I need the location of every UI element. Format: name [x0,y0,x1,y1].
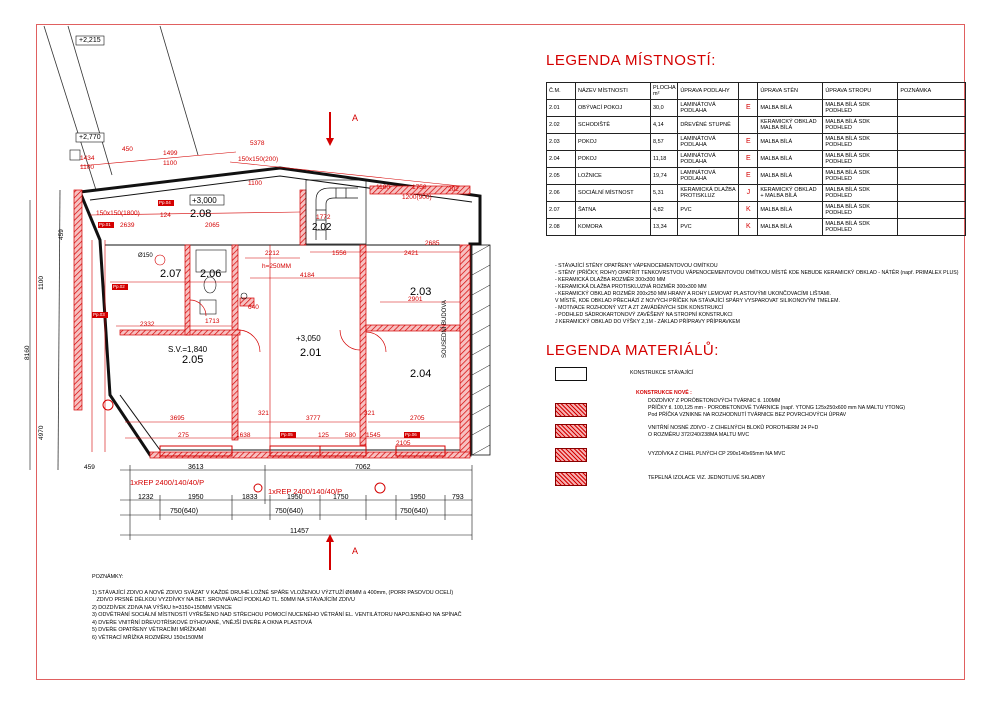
dim: 202 [448,186,459,193]
height-label: h=250MM [262,263,292,270]
outer-walls [80,168,480,455]
table-row [547,100,966,117]
table-cell-code: E [739,100,758,117]
table-cell-name: KOMORA [576,219,651,236]
table-cell-walls: MALBA BÍLÁ [758,151,823,168]
dim: 3695 [170,415,185,422]
room-label-204: 2.04 [410,368,432,380]
table-cell-note [898,168,966,185]
material-label: DOZDÍVKY Z PORÓBETONOVÝCH TVÁRNIC tl. 100MM PŘÍČKY tl. 100,125 mm - POROBETONOVÉ TVÁRNICE (např. YTONG 125x250x600 mm NA MALTU YTONG) Pod PŘÍČKA VZNIKNE NA ROZHODNUTÍ TVÁRNICE BEZ POVRCHOVÝCH ÚPRAV [648,398,905,418]
dim: 321 [364,410,375,417]
table-cell-floor: LAMINÁTOVÁ PODLAHA [678,134,739,151]
table-cell-area: 5,31 [651,185,678,202]
pp-label: Pp.05 [281,432,293,437]
staircase [306,180,366,244]
col-header: ÚPRAVA PODLAHY [678,83,739,100]
note-line: J KERAMICKÝ OBKLAD DO VÝŠKY 2,1M - ZÁKLAD PŘÍPRAVY PŘÍPRAVKEM [555,319,740,325]
neighbor-building [472,245,490,455]
table-row [547,117,966,134]
window-label-top: 150x150(200) [238,156,279,163]
table-cell-area: 4,14 [651,117,678,134]
table-cell-area: 19,74 [651,168,678,185]
dim-left: 1100 [38,276,45,290]
swatch-new [555,403,587,417]
table-cell-num: 2.05 [547,168,576,185]
dim: 2065 [205,222,220,229]
dim-bottom: 3613 [188,464,204,471]
table-cell-note [898,151,966,168]
window-label-bottom-right: 1xREP 2400/140/40/P [268,487,343,496]
legend-materials-title: LEGENDA MATERIÁLŮ: [546,342,719,359]
table-cell-name: OBÝVACÍ POKOJ [576,100,651,117]
note-line: - MOTIVACE ROZHODNÝ VZT A ZT ZAVÁDĚNÝCH SDK KONSTRUKCÍ [555,305,724,311]
dim: 2639 [120,222,135,229]
terrain-lines [44,26,198,470]
table-cell-note [898,100,966,117]
table-cell-num: 2.02 [547,117,576,134]
table-cell-code: K [739,219,758,236]
dim: 275 [178,432,189,439]
table-cell-area: 11,18 [651,151,678,168]
col-header [739,83,758,100]
table-cell-walls: MALBA BÍLÁ [758,100,823,117]
table-cell-note [898,219,966,236]
note-line: - KERAMICKÁ DLAŽBA ROZMĚR 300x300 MM [555,277,666,283]
table-cell-walls: MALBA BÍLÁ [758,168,823,185]
dim: 2105 [396,440,411,447]
legend-rooms-title: LEGENDA MÍSTNOSTÍ: [546,52,716,69]
dim: 1100 [376,184,390,191]
table-cell-walls: KERAMICKÝ OBKLAD + MALBA BÍLÁ [758,185,823,202]
level-2: +2,770 [79,134,101,141]
col-header: Č.M. [547,83,576,100]
material-label: TEPELNÁ IZOLACE VIZ. JEDNOTLIVÉ SKLADBY [648,475,766,481]
material-label: VNITŘNÍ NOSNÉ ZDIVO - Z CIHELNÝCH BLOKŮ POROTHERM 24 P+D O ROZMĚRU 372/240/238MA MALTU MVC [648,425,819,438]
table-cell-floor: LAMINÁTOVÁ PODLAHA [678,168,739,185]
col-header: ÚPRAVA STROPU [823,83,898,100]
table-cell-num: 2.01 [547,100,576,117]
table-row [547,168,966,185]
poznamka-line: 1) STÁVAJÍCÍ ZDIVO A NOVÉ ZDIVO SVÁZAT V KAŽDÉ DRUHÉ LOŽNÉ SPÁŘE VLOŽENOU VÝZTUŽÍ Ø6MM á 400mm, (PORR PASOVOU OCELÍ) [92,589,454,596]
poznamka-line: 6) VĚTRACÍ MŘÍŽKA ROZMĚRU 150x150MM [92,634,204,641]
level-3: +3,000 [192,196,217,205]
room-label-202: 2.02 [312,222,332,233]
col-header: NÁZEV MÍSTNOSTI [576,83,651,100]
table-cell-note [898,117,966,134]
col-header: POZNÁMKA [898,83,966,100]
dim-bottom: 1833 [242,494,258,501]
dim: 4184 [300,272,315,279]
dim-bottom: 750(640) [275,508,304,515]
poznamka-line: 4) DVEŘE VNITŘNÍ DŘEVOTŘÍSKOVÉ DÝHOVANÉ, VNĚJŠÍ DVEŘE A OKNA PLASTOVÁ [92,619,312,626]
pp-label: Pp.03 [93,312,105,317]
notes-title: POZNÁMKY: [92,574,124,580]
table-cell-area: 4,82 [651,202,678,219]
dim: 1638 [236,432,251,439]
notes-block [92,574,512,642]
dim: 125 [318,432,329,439]
table-cell-num: 2.04 [547,151,576,168]
material-heading: KONSTRUKCE NOVÉ : [636,390,692,396]
window-label-right: 1200(900) [402,194,432,201]
swatch-cp [555,448,587,462]
section-mark-top: A [352,113,359,123]
table-cell-ceiling: MALBA BÍLÁ SDK PODHLED [823,100,898,117]
pp-label: Pp.02 [113,284,125,289]
dim: 124 [160,212,171,219]
dim: 2685 [425,240,440,247]
table-row [547,185,966,202]
general-notes [555,263,965,326]
swatch-existing [555,367,587,381]
table-cell-num: 2.08 [547,219,576,236]
table-cell-walls: MALBA BÍLÁ [758,219,823,236]
table-cell-walls: MALBA BÍLÁ [758,202,823,219]
room-label-201: 2.01 [300,347,322,359]
note-line: - KERAMICKÝ OBKLAD ROZMĚR 200x250 MM HRANY A ROHY LEMOVAT PLASTOVÝMI UKONČOVACÍMI LIŠTAMI. [555,291,831,297]
dim: 1100 [248,180,262,187]
dim: 1545 [366,432,381,439]
dim: 2901 [408,296,423,303]
dim-bottom: 793 [452,494,464,501]
dim: 321 [258,410,269,417]
table-cell-floor: DŘEVĚNÉ STUPNĚ [678,117,739,134]
room-label-205: 2.05 [182,354,204,366]
table-cell-code: E [739,151,758,168]
room-label-203: 2.03 [410,286,432,298]
neighbor-building-label: SOUSEDNÍ BUDOVA [442,300,448,358]
table-cell-code: K [739,202,758,219]
table-cell-note [898,202,966,219]
room-label-207: 2.07 [160,268,182,280]
table-cell-num: 2.07 [547,202,576,219]
dim: 580 [345,432,356,439]
table-cell-ceiling: MALBA BÍLÁ SDK PODHLED [823,117,898,134]
note-line: - STÁVAJÍCÍ STĚNY OPATŘENY VÁPENOCEMENTOVOU OMÍTKOU [555,263,718,269]
note-line: - STĚNY (PŘÍČKY, ROHY) OPATŘIT TENKOVRSTVOU VÁPENOCEMENTOVOU OMÍTKOU MÍSTĚ KDE NEBUDE KERAMICKÝ OBKLAD - NÁTĚR (např. PRIMALEX PLUS) [555,270,959,276]
dim: 2705 [410,415,425,422]
table-cell-walls: KERAMICKÝ OBKLAD MALBA BÍLÁ [758,117,823,134]
table-cell-floor: KERAMICKÁ DLAŽBA PROTISKLUZ [678,185,739,202]
dim-left: 4970 [38,425,45,440]
dim-bottom: 1750 [333,494,349,501]
dim: 2212 [265,250,280,257]
table-cell-code: E [739,134,758,151]
swatch-nosne [555,424,587,438]
table-cell-area: 13,34 [651,219,678,236]
dim-bottom: 750(640) [400,508,429,515]
table-cell-ceiling: MALBA BÍLÁ SDK PODHLED [823,168,898,185]
table-cell-area: 30,0 [651,100,678,117]
table-cell-ceiling: MALBA BÍLÁ SDK PODHLED [823,134,898,151]
dim: 1100 [80,164,94,171]
dim-bottom: 1950 [287,494,303,501]
poznamka-line: 5) DVEŘE OPATŘENY VĚTRACÍMI MŘÍŽKAMI [92,627,206,633]
table-cell-num: 2.03 [547,134,576,151]
table-cell-name: SOCIÁLNÍ MÍSTNOST [576,185,651,202]
dim: 450 [122,146,133,153]
dim: 1772 [316,214,331,221]
level-top: +2,215 [79,37,101,44]
dim: 5378 [250,140,265,147]
table-cell-name: LOŽNICE [576,168,651,185]
note-line: - PODHLED SÁDROKARTONOVÝ ZAVĚŠENÝ NA STROPNÍ KONSTRUKCI [555,312,733,318]
dim: 2421 [404,250,419,257]
dim-left: 459 [84,464,95,471]
pp-label: Pp.04 [159,200,171,205]
table-cell-walls: MALBA BÍLÁ [758,134,823,151]
window-label-left: 150x150(1800) [96,210,140,217]
window-label-bottom-left: 1xREP 2400/140/40/P [130,478,205,487]
room-label-208: 2.08 [190,208,212,220]
table-header-row [547,83,966,100]
table-cell-ceiling: MALBA BÍLÁ SDK PODHLED [823,202,898,219]
table-cell-name: SCHODIŠTĚ [576,117,651,134]
swatch-izolace [555,472,587,486]
material-label: VYZDÍVKA Z CIHEL PLNÝCH CP 290x140x65mm NA MVC [648,451,786,457]
inner-wall-lines [90,176,472,450]
pp-label: Pp.01 [99,222,111,227]
pp-label: Pp.06 [405,432,417,437]
table-row [547,202,966,219]
dim: 1713 [205,318,220,325]
table-cell-code: E [739,168,758,185]
dim: 1750 [412,184,427,191]
table-row [547,134,966,151]
dim-bottom: 1950 [188,494,204,501]
table-cell-ceiling: MALBA BÍLÁ SDK PODHLED [823,219,898,236]
table-cell-name: ŠATNA [576,202,651,219]
dim: 1100 [163,160,177,167]
dim: 1499 [163,150,178,157]
table-cell-code [739,117,758,134]
table-cell-floor: LAMINÁTOVÁ PODLAHA [678,151,739,168]
table-cell-note [898,134,966,151]
bottom-dimension-chains [30,200,472,540]
col-header: PLOCHA m² [651,83,678,100]
col-header: ÚPRAVA STĚN [758,83,823,100]
material-label: KONSTRUKCE STÁVAJÍCÍ [630,370,694,376]
table-cell-floor: PVC [678,219,739,236]
note-line: V MÍSTĚ, KDE OBKLAD PŘECHÁZÍ Z NOVÝCH PŘÍČEK NA STÁVAJÍCÍ SPÁRY VYSPAROVAT SILIKONOVÝM TMELEM. [555,298,840,304]
table-cell-floor: LAMINÁTOVÁ PODLAHA [678,100,739,117]
dim-bottom: 1232 [138,494,154,501]
dim-bottom: 7062 [355,464,371,471]
dimension-lines [80,152,460,452]
dim: 2332 [140,321,155,328]
table-cell-floor: PVC [678,202,739,219]
dim: 640 [248,304,259,311]
table-cell-name: POKOJ [576,151,651,168]
dim-left: 459 [58,229,65,240]
dim-bottom: 750(640) [170,508,199,515]
table-cell-note [898,185,966,202]
poznamka-line: ZDIVO PRSNÉ DÉLKOU VYZDÍVKY NA BET. SROVNÁVACÍ PODKLAD TL. 50MM NA STÁVAJÍCÍM ZDIVU [92,597,355,603]
section-mark-bottom: A [352,546,359,556]
dim: 1556 [332,250,347,257]
new-walls [74,186,470,458]
level-sv: S.V.=1,840 [168,345,208,354]
table-cell-area: 8,57 [651,134,678,151]
table-row [547,219,966,236]
table-cell-ceiling: MALBA BÍLÁ SDK PODHLED [823,151,898,168]
table-cell-name: POKOJ [576,134,651,151]
dim: 1434 [80,155,95,162]
table-cell-code: J [739,185,758,202]
dim-total: 11457 [290,528,309,535]
level-4: +3,050 [296,334,321,343]
poznamka-line: 3) ODVĚTRÁNÍ SOCIÁLNÍ MÍSTNOSTÍ VYŘEŠENO NAD STŘECHOU POMOCÍ NUCENÉHO VĚTRÁNÍ EL. VENTILÁTORU NAPOJENÉHO NA SPÍNAČ [92,612,462,618]
note-line: - KERAMICKÁ DLAŽBA PROTISKLUZNÁ ROZMĚR 300x300 MM [555,284,707,290]
table-row [547,151,966,168]
dim-left: 8160 [24,345,31,360]
dim-bottom: 1950 [410,494,426,501]
table-cell-num: 2.06 [547,185,576,202]
room-label-206: 2.06 [200,268,222,280]
diameter-label: Ø150 [138,253,153,259]
table-cell-ceiling: MALBA BÍLÁ SDK PODHLED [823,185,898,202]
dim: 3777 [306,415,321,422]
rooms-table [546,82,966,236]
poznamka-line: 2) DOZDÍVEK ZDIVA NA VÝŠKU h=3150+150MM VENCE [92,604,232,611]
